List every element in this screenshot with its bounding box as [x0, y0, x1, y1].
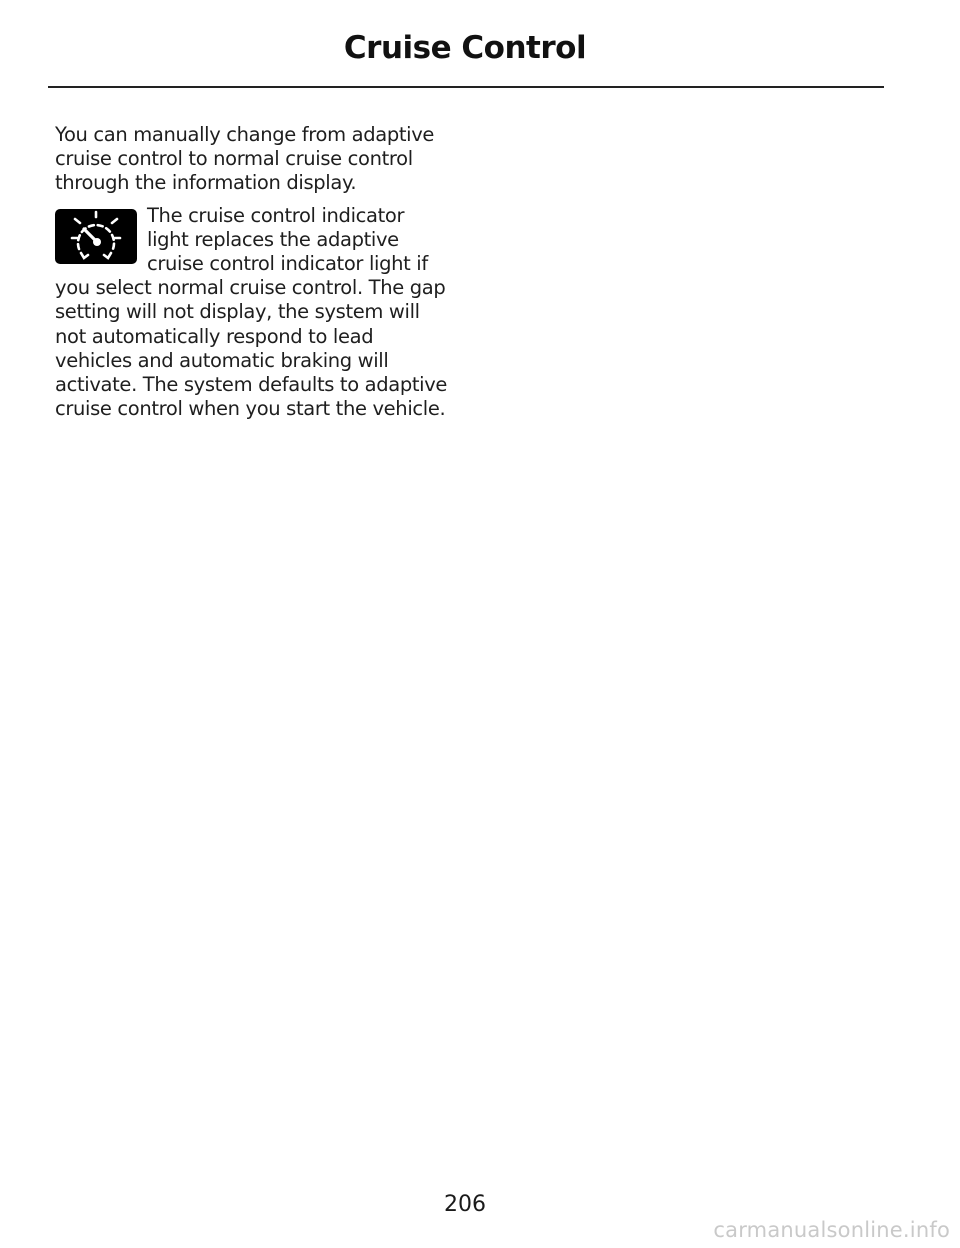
cruise-control-speedometer-icon: [55, 209, 137, 264]
text-column: [55, 123, 450, 429]
indicator-section: [55, 204, 450, 422]
page-number: 206: [444, 1192, 486, 1217]
paragraph-manual-change: You can manually change from adaptive cruise control to normal cruise control through the information display.: [55, 123, 435, 195]
page-title: Cruise Control: [343, 30, 587, 66]
watermark-text: carmanualsonline.info: [713, 1218, 950, 1242]
title-divider: [48, 86, 884, 88]
paragraph-indicator-light: The cruise control indicator light replaces the adaptive cruise control indicator light if you select normal cruise control. The gap setting will not display, the system will not automatically respond to lead vehicles and automatic braking will activate. The system defaults to adaptive cruise control when you start the vehicle.: [55, 203, 448, 421]
